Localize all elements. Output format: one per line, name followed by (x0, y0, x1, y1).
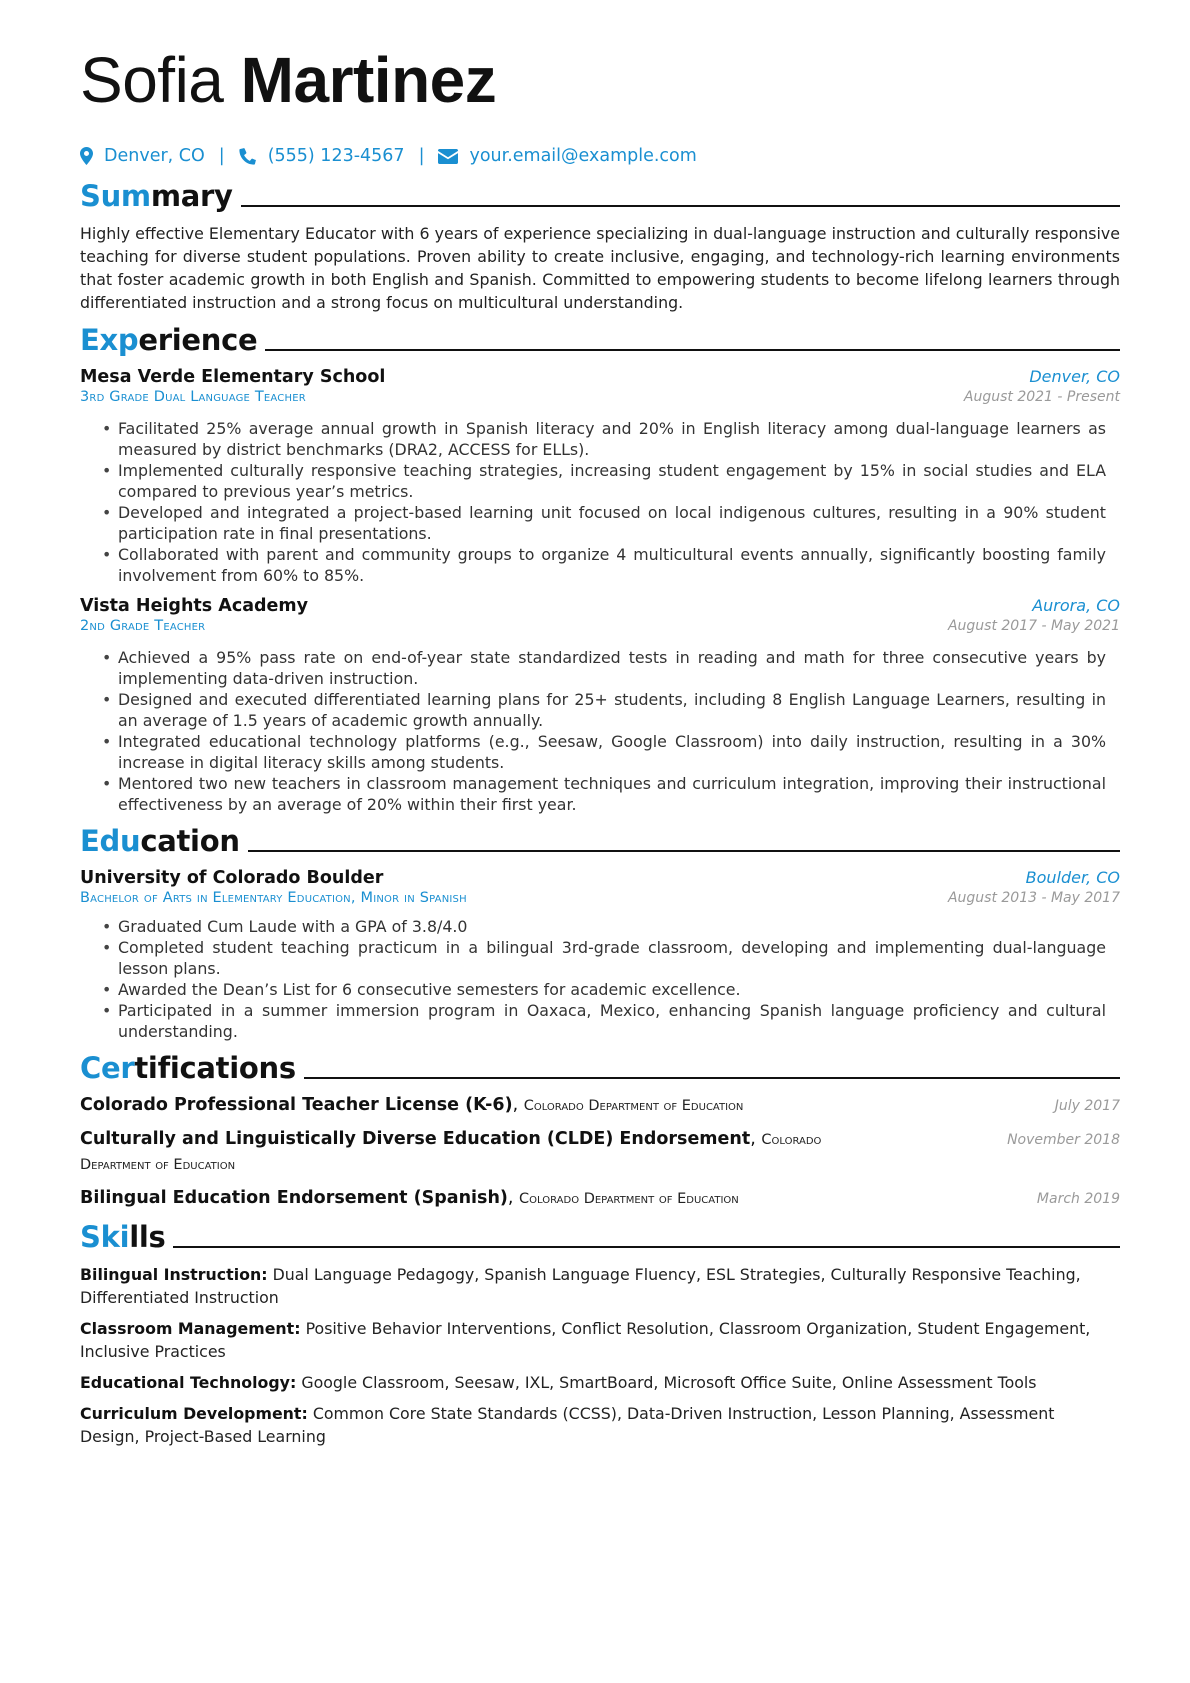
skill-label: Educational Technology: (80, 1373, 297, 1392)
list-item: • Collaborated with parent and community groups to organize 4 multicultural events annually, significantly boosting family involvement from 60% to 85%. (118, 544, 1120, 586)
contact-separator: | (418, 146, 425, 166)
summary-text: Highly effective Elementary Educator with 6 years of experience specializing in dual-language instruction and culturally responsive teaching for diverse student populations. Proven ability to create inclusive, engaging, and technology-rich learning environments that foster academic growth in both English and Spanish. Committed to empowering students to become lifelong learners through differentiated instruction and a strong focus on multicultural understanding. (80, 224, 1120, 312)
location-text: Denver, CO (104, 146, 205, 166)
contact-separator: | (218, 146, 225, 166)
list-item: • Implemented culturally responsive teaching strategies, increasing student engagement by 15% in social studies and ELA compared to previous year’s metrics. (118, 460, 1120, 502)
skill-row (80, 1371, 1120, 1394)
list-item: • Achieved a 95% pass rate on end-of-year state standardized tests in reading and math for three consecutive years by implementing data-driven instruction. (118, 647, 1120, 689)
certification-item: Colorado Professional Teacher License (K-6), Colorado Department of Education July 2017 (80, 1095, 1120, 1115)
list-item: • Completed student teaching practicum in a bilingual 3rd-grade classroom, developing and implementing dual-language lesson plans. (118, 937, 1120, 979)
section-title: Experience (80, 323, 258, 357)
certification-date: November 2018 (1007, 1132, 1120, 1148)
employer-location: Aurora, CO (1032, 596, 1120, 615)
list-item: • Participated in a summer immersion program in Oaxaca, Mexico, enhancing Spanish language proficiency and cultural understanding. (118, 1000, 1120, 1042)
skill-label: Curriculum Development: (80, 1404, 308, 1423)
list-item: • Developed and integrated a project-based learning unit focused on local indigenous cultures, resulting in a 90% student participation rate in final presentations. (118, 502, 1120, 544)
school-name: University of Colorado Boulder (80, 868, 384, 888)
section-rule (248, 850, 1120, 852)
job-dates: August 2021 - Present (963, 389, 1120, 405)
education-list (80, 916, 1120, 1042)
section-rule (304, 1077, 1120, 1079)
contact-email[interactable] (438, 146, 696, 166)
phone-icon (239, 147, 257, 165)
certification-title: Colorado Professional Teacher License (K-6) (80, 1095, 513, 1115)
skill-values: Dual Language Pedagogy, Spanish Language Fluency, ESL Strategies, Culturally Responsive Teaching, Differentiated Instruction (80, 1265, 1081, 1307)
section-rule (265, 349, 1120, 351)
experience-entry (80, 367, 1120, 586)
map-marker-icon (80, 147, 93, 165)
skill-values: Common Core State Standards (CCSS), Data-Driven Instruction, Lesson Planning, Assessment Design, Project-Based Learning (80, 1404, 1055, 1446)
list-item: • Awarded the Dean’s List for 6 consecutive semesters for academic excellence. (118, 979, 1120, 1000)
certification-item: Bilingual Education Endorsement (Spanish), Colorado Department of Education March 2019 (80, 1188, 1120, 1208)
phone-text: (555) 123-4567 (267, 146, 405, 166)
skill-row (80, 1263, 1120, 1309)
certification-title: Bilingual Education Endorsement (Spanish) (80, 1188, 508, 1208)
skills-header (80, 1219, 1120, 1255)
certification-issuer: Colorado Department of Education (523, 1098, 744, 1114)
education-entry (80, 868, 1120, 1042)
skill-values: Positive Behavior Interventions, Conflict Resolution, Classroom Organization, Student Engagement, Inclusive Practices (80, 1319, 1091, 1361)
contact-bar (80, 142, 1120, 170)
list-item: • Designed and executed differentiated learning plans for 25+ students, including 8 English Language Learners, resulting in an average of 1.5 years of academic growth annually. (118, 689, 1120, 731)
list-item: • Mentored two new teachers in classroom management techniques and curriculum integration, improving their instructional effectiveness by an average of 20% within their first year. (118, 773, 1120, 815)
school-location: Boulder, CO (1025, 868, 1120, 887)
section-title: Skills (80, 1220, 166, 1254)
section-rule (173, 1246, 1120, 1248)
education-header (80, 823, 1120, 859)
employer-location: Denver, CO (1029, 367, 1120, 386)
section-title: Education (80, 824, 240, 858)
education-dates: August 2013 - May 2017 (947, 890, 1120, 906)
employer-name: Mesa Verde Elementary School (80, 367, 386, 387)
certification-date: July 2017 (1054, 1098, 1120, 1114)
section-title: Certifications (80, 1051, 296, 1085)
job-title: 2nd Grade Teacher (80, 618, 206, 634)
skill-row (80, 1317, 1120, 1363)
certifications-header (80, 1050, 1120, 1086)
list-item: • Integrated educational technology platforms (e.g., Seesaw, Google Classroom) into daily instruction, resulting in a 30% increase in digital literacy skills among students. (118, 731, 1120, 773)
section-title: Summary (80, 179, 233, 213)
candidate-name (80, 38, 1120, 122)
job-title: 3rd Grade Dual Language Teacher (80, 389, 306, 405)
certification-date: March 2019 (1036, 1191, 1120, 1207)
first-name: Sofia (80, 44, 224, 116)
experience-entry (80, 596, 1120, 815)
list-item: • Facilitated 25% average annual growth in Spanish literacy and 20% in English literacy among dual-language learners as measured by district benchmarks (DRA2, ACCESS for ELLs). (118, 418, 1120, 460)
skill-label: Classroom Management: (80, 1319, 301, 1338)
contact-phone[interactable] (239, 146, 405, 166)
job-dates: August 2017 - May 2021 (947, 618, 1120, 634)
last-name: Martinez (240, 44, 497, 116)
certification-issuer: Colorado Department of Education (519, 1191, 739, 1207)
summary-header (80, 178, 1120, 214)
certification-title: Culturally and Linguistically Diverse Education (CLDE) Endorsement (80, 1129, 751, 1149)
contact-location (80, 146, 205, 166)
achievement-list (80, 418, 1120, 586)
certification-item: Culturally and Linguistically Diverse Education (CLDE) Endorsement, Colorado Department of Education November 2018 (80, 1129, 1120, 1173)
skill-values: Google Classroom, Seesaw, IXL, SmartBoard, Microsoft Office Suite, Online Assessment Tools (301, 1373, 1037, 1392)
section-rule (241, 205, 1120, 207)
skill-label: Bilingual Instruction: (80, 1265, 268, 1284)
employer-name: Vista Heights Academy (80, 596, 309, 616)
certification-issuer: Colorado Department of Education (80, 1132, 822, 1173)
list-item: • Graduated Cum Laude with a GPA of 3.8/4.0 (118, 916, 1120, 937)
experience-header (80, 322, 1120, 358)
email-text: your.email@example.com (469, 146, 697, 166)
degree: Bachelor of Arts in Elementary Education, Minor in Spanish (80, 890, 467, 906)
envelope-icon (438, 149, 458, 164)
achievement-list (80, 647, 1120, 815)
skill-row (80, 1402, 1120, 1448)
